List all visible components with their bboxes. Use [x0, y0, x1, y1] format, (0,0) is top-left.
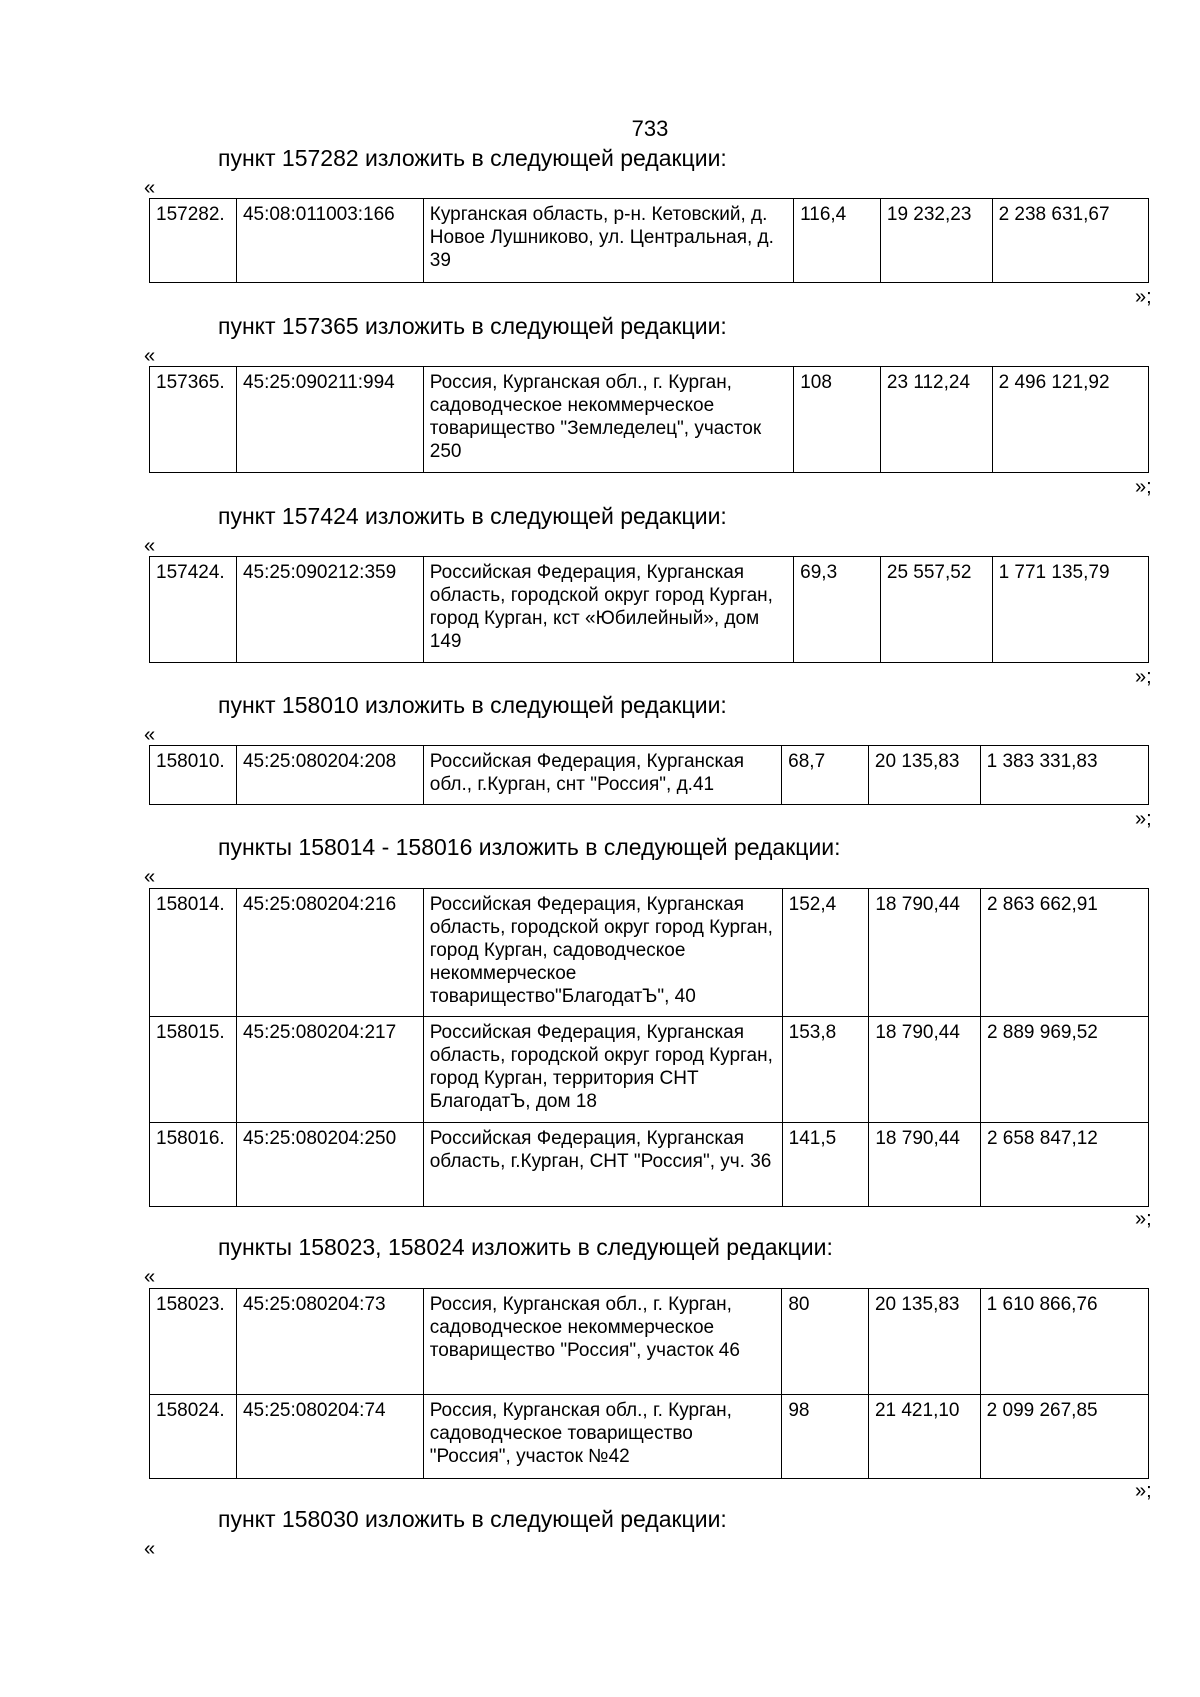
open-quote: « — [144, 177, 156, 199]
table-row — [150, 557, 1149, 663]
item-number-cell: 158024. — [150, 1395, 237, 1479]
address-cell: Россия, Курганская обл., г. Курган, садоводческое некоммерческое товарищество "Россия", участок 46 — [423, 1289, 782, 1395]
entries-table — [149, 198, 1149, 283]
close-quote: »; — [1135, 666, 1152, 688]
page-number: 733 — [631, 116, 669, 141]
area-cell: 152,4 — [782, 889, 869, 1017]
area-cell: 116,4 — [794, 199, 881, 283]
entries-table — [149, 745, 1149, 805]
address-cell: Российская Федерация, Курганская область, городской округ город Курган, город Курган, кст «Юбилейный», дом 149 — [423, 557, 793, 663]
section-heading: пункт 157282 изложить в следующей редакции: — [218, 145, 727, 171]
price-cell: 18 790,44 — [869, 1017, 981, 1123]
section-heading: пункт 157365 изложить в следующей редакции: — [218, 313, 727, 339]
close-quote: »; — [1135, 808, 1152, 830]
cadastral-number-cell: 45:25:090211:994 — [236, 367, 423, 473]
cadastral-number-cell: 45:25:080204:208 — [236, 746, 423, 805]
address-cell: Россия, Курганская обл., г. Курган, садоводческое товарищество "Россия", участок №42 — [423, 1395, 782, 1479]
table-row — [150, 746, 1149, 805]
table-row — [150, 1017, 1149, 1123]
open-quote: « — [144, 724, 156, 746]
open-quote: « — [144, 1538, 156, 1560]
open-quote: « — [144, 1266, 156, 1288]
item-number-cell: 158016. — [150, 1123, 237, 1207]
address-cell: Российская Федерация, Курганская область, городской округ город Курган, город Курган, садоводческое некоммерческое товарищество"БлагодатЪ", 40 — [423, 889, 782, 1017]
section-heading: пункт 158030 изложить в следующей редакции: — [218, 1506, 727, 1532]
section-heading: пункты 158023, 158024 изложить в следующей редакции: — [218, 1234, 833, 1260]
entries-table — [149, 366, 1149, 473]
item-number-cell: 158014. — [150, 889, 237, 1017]
close-quote: »; — [1135, 1480, 1152, 1502]
cadastral-number-cell: 45:25:080204:250 — [236, 1123, 423, 1207]
price-cell: 19 232,23 — [880, 199, 992, 283]
table-row — [150, 889, 1149, 1017]
total-value-cell: 2 658 847,12 — [980, 1123, 1148, 1207]
total-value-cell: 2 238 631,67 — [992, 199, 1148, 283]
price-cell: 20 135,83 — [868, 1289, 980, 1395]
table-row — [150, 1123, 1149, 1207]
area-cell: 80 — [782, 1289, 869, 1395]
address-cell: Российская Федерация, Курганская обл., г.Курган, снт "Россия", д.41 — [423, 746, 781, 805]
address-cell: Россия, Курганская обл., г. Курган, садоводческое некоммерческое товарищество "Земледелец", участок 250 — [423, 367, 793, 473]
area-cell: 69,3 — [794, 557, 881, 663]
price-cell: 23 112,24 — [880, 367, 992, 473]
section-heading: пункты 158014 - 158016 изложить в следующей редакции: — [218, 834, 841, 860]
table-row — [150, 1395, 1149, 1479]
price-cell: 25 557,52 — [880, 557, 992, 663]
cadastral-number-cell: 45:08:011003:166 — [236, 199, 423, 283]
open-quote: « — [144, 535, 156, 557]
total-value-cell: 1 610 866,76 — [980, 1289, 1148, 1395]
item-number-cell: 158010. — [150, 746, 237, 805]
total-value-cell: 2 889 969,52 — [980, 1017, 1148, 1123]
open-quote: « — [144, 866, 156, 888]
total-value-cell: 2 099 267,85 — [980, 1395, 1148, 1479]
table-row — [150, 1289, 1149, 1395]
open-quote: « — [144, 345, 156, 367]
address-cell: Курганская область, р-н. Кетовский, д. Новое Лушниково, ул. Центральная, д. 39 — [423, 199, 793, 283]
total-value-cell: 2 496 121,92 — [992, 367, 1148, 473]
cadastral-number-cell: 45:25:080204:74 — [236, 1395, 423, 1479]
cadastral-number-cell: 45:25:080204:216 — [236, 889, 423, 1017]
cadastral-number-cell: 45:25:080204:217 — [236, 1017, 423, 1123]
section-heading: пункт 157424 изложить в следующей редакции: — [218, 503, 727, 529]
item-number-cell: 157282. — [150, 199, 237, 283]
close-quote: »; — [1135, 1208, 1152, 1230]
price-cell: 18 790,44 — [869, 889, 981, 1017]
cadastral-number-cell: 45:25:090212:359 — [236, 557, 423, 663]
area-cell: 141,5 — [782, 1123, 869, 1207]
item-number-cell: 157365. — [150, 367, 237, 473]
area-cell: 98 — [782, 1395, 869, 1479]
section-heading: пункт 158010 изложить в следующей редакции: — [218, 692, 727, 718]
price-cell: 21 421,10 — [868, 1395, 980, 1479]
cadastral-number-cell: 45:25:080204:73 — [236, 1289, 423, 1395]
area-cell: 108 — [794, 367, 881, 473]
total-value-cell: 1 771 135,79 — [992, 557, 1148, 663]
address-cell: Российская Федерация, Курганская область, г.Курган, СНТ "Россия", уч. 36 — [423, 1123, 782, 1207]
entries-table — [149, 556, 1149, 663]
item-number-cell: 158023. — [150, 1289, 237, 1395]
total-value-cell: 2 863 662,91 — [980, 889, 1148, 1017]
close-quote: »; — [1135, 286, 1152, 308]
table-row — [150, 199, 1149, 283]
table-row — [150, 367, 1149, 473]
total-value-cell: 1 383 331,83 — [980, 746, 1148, 805]
price-cell: 18 790,44 — [869, 1123, 981, 1207]
item-number-cell: 158015. — [150, 1017, 237, 1123]
entries-table — [149, 1288, 1149, 1479]
address-cell: Российская Федерация, Курганская область, городской округ город Курган, город Курган, территория СНТ БлагодатЪ, дом 18 — [423, 1017, 782, 1123]
price-cell: 20 135,83 — [868, 746, 980, 805]
area-cell: 68,7 — [782, 746, 869, 805]
item-number-cell: 157424. — [150, 557, 237, 663]
area-cell: 153,8 — [782, 1017, 869, 1123]
close-quote: »; — [1135, 476, 1152, 498]
entries-table — [149, 888, 1149, 1207]
